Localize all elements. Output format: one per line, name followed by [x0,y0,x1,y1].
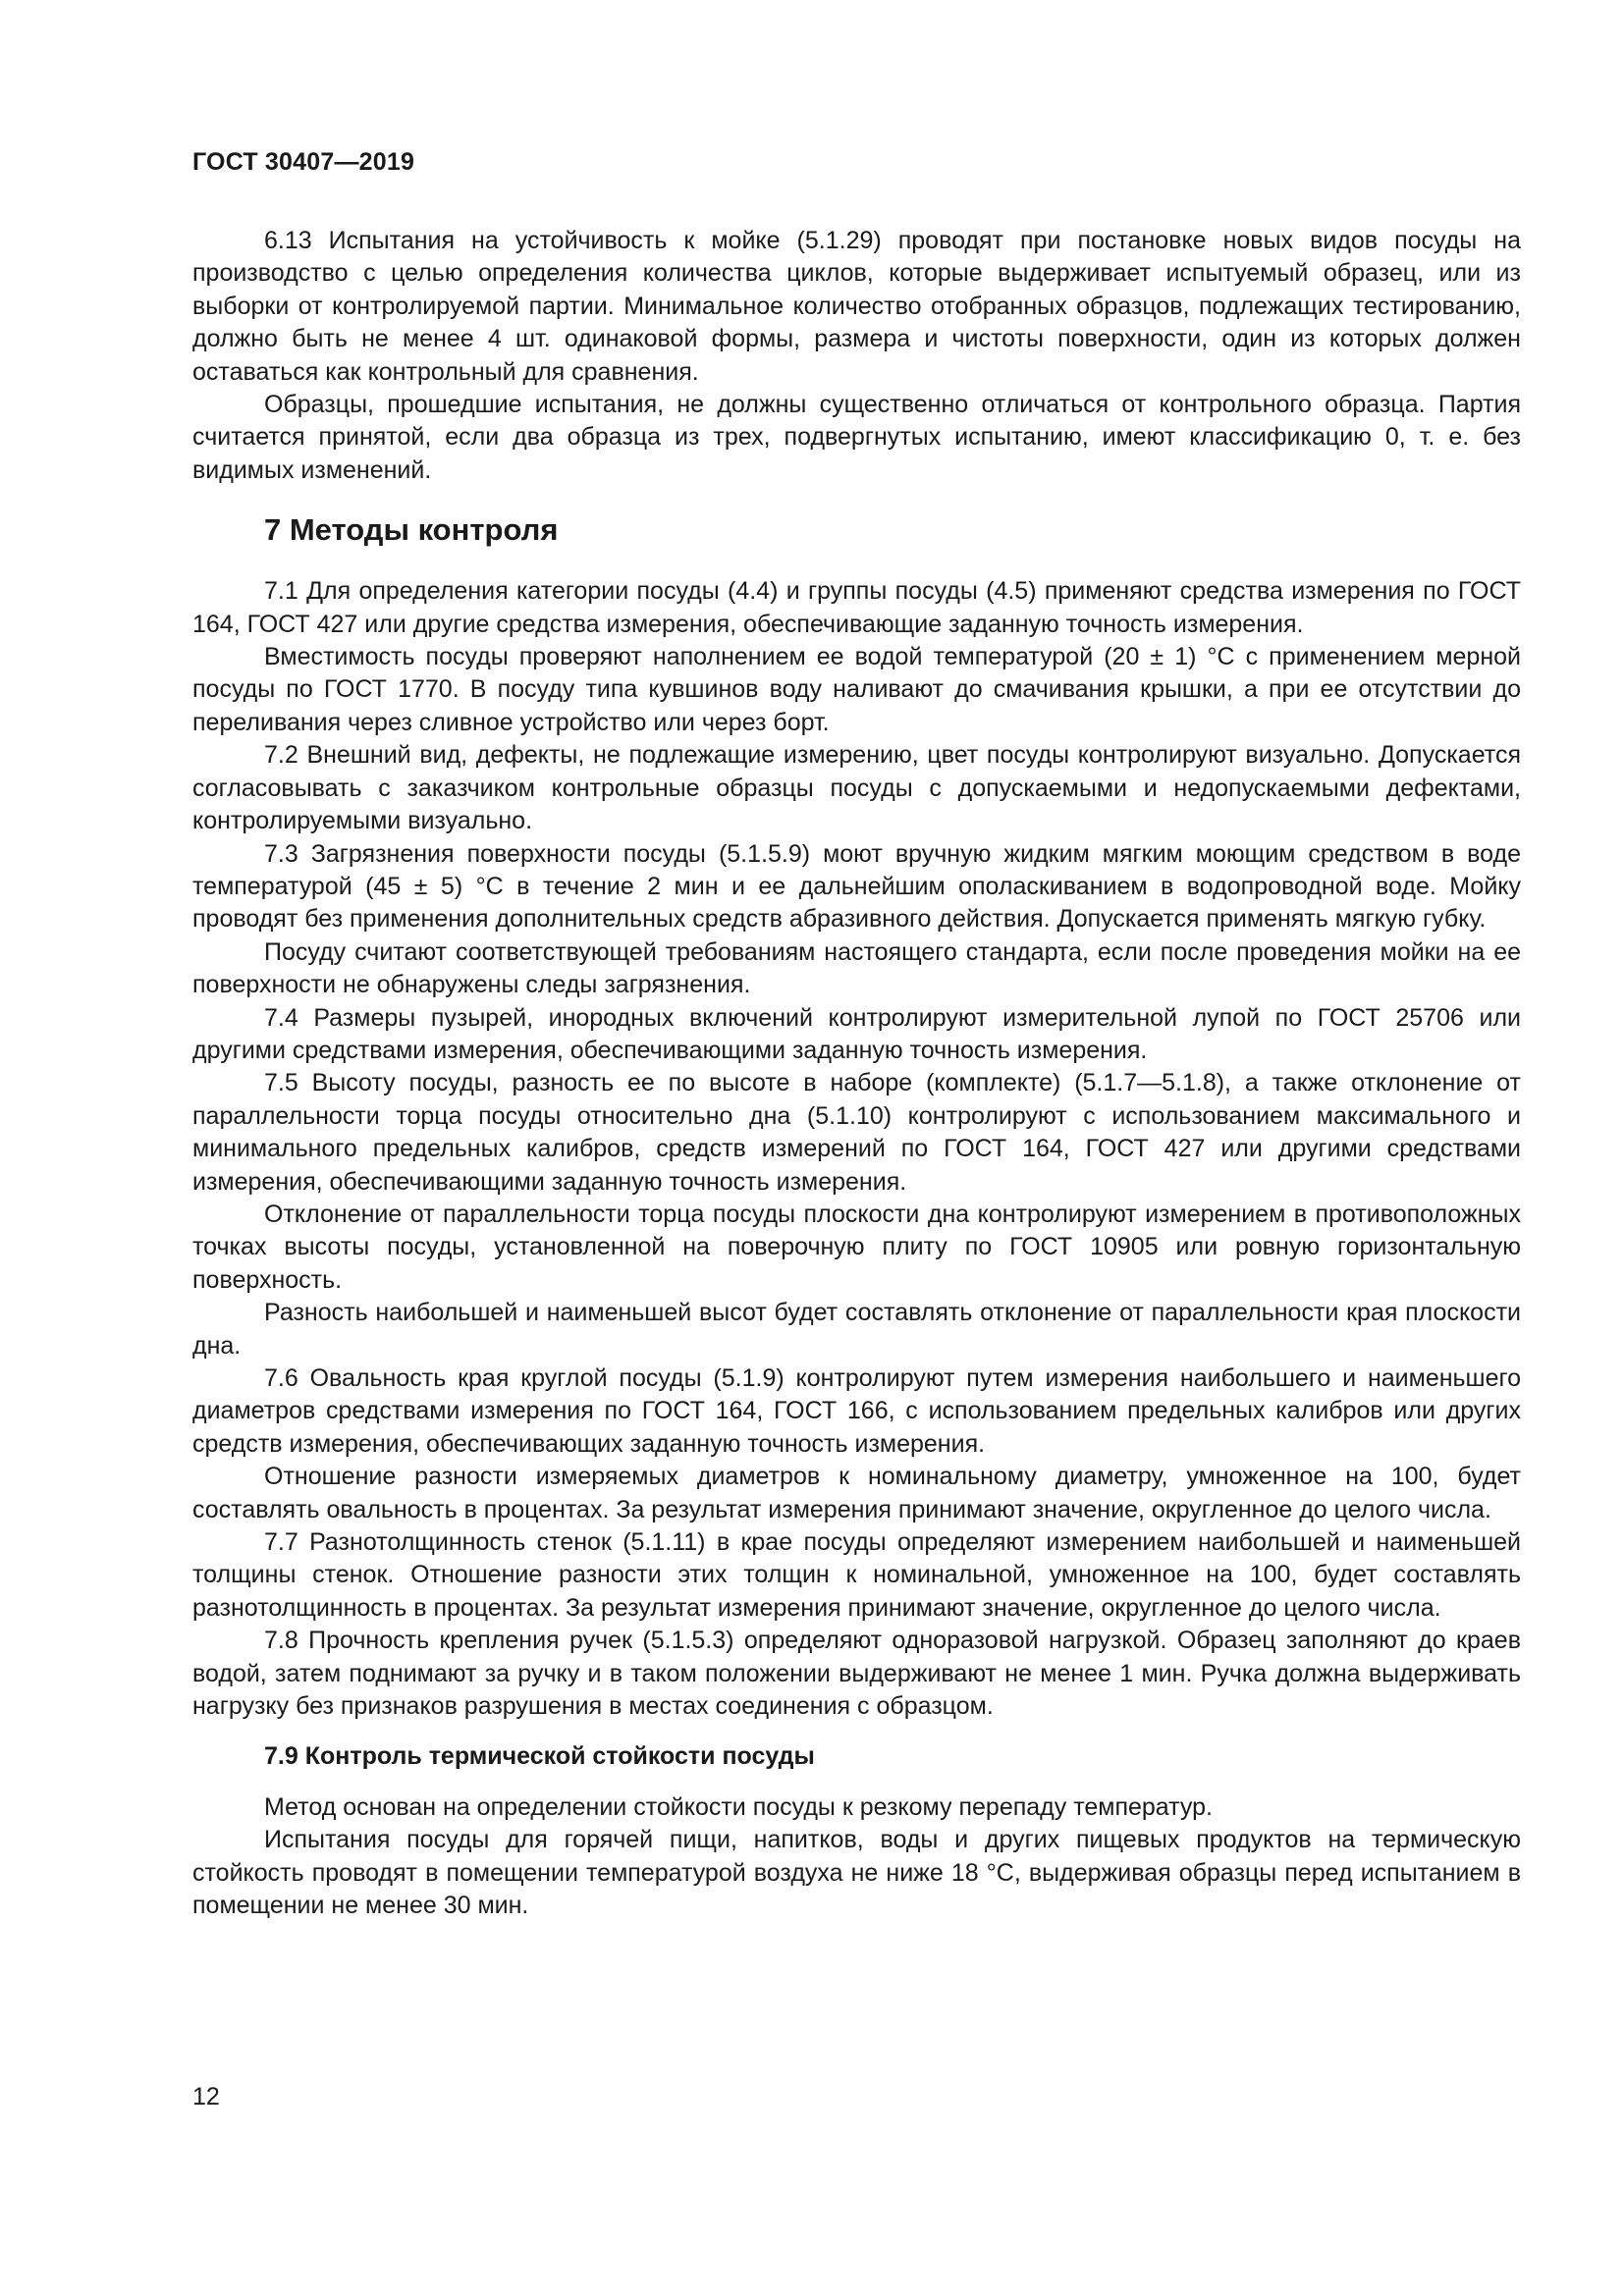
paragraph-7-4: 7.4 Размеры пузырей, инородных включений контролируют измерительной лупой по ГОСТ 25706 или другими средствами измерения, обеспечивающими заданную точность измерения. [192,1003,1521,1064]
paragraph-7-6: 7.6 Овальность края круглой посуды (5.1.9) контролируют путем измерения наибольшего и наименьшего диаметров средствами измерения по ГОСТ 164, ГОСТ 166, с использованием предельных калибров или других средств измерения, обеспечивающих заданную точность измерения. [192,1364,1521,1458]
paragraph-7-9-method: Метод основан на определении стойкости посуды к резкому перепаду температур. [264,1792,1213,1821]
subsection-heading-7-9: 7.9 Контроль термической стойкости посуды [264,1742,815,1771]
paragraph-7-3: 7.3 Загрязнения поверхности посуды (5.1.5.9) моют вручную жидким мягким моющим средством в воде температурой (45 ± 5) °С в течение 2 мин и ее дальнейшим ополаскиванием в водопроводной воде. Мойку проводят без применения дополнительных средств абразивного действия. Допускается применять мягкую губку. [192,839,1521,934]
section-heading-7: 7 Методы контроля [264,512,559,548]
paragraph-7-5-difference: Разность наибольшей и наименьшей высот будет составлять отклонение от параллельности края плоскости дна. [192,1299,1521,1360]
paragraph-7-2: 7.2 Внешний вид, дефекты, не подлежащие измерению, цвет посуды контролируют визуально. Допускается согласовывать с заказчиком контрольные образцы посуды с допускаемыми и недопускаемыми дефектами, контролируемыми визуально. [192,741,1521,835]
paragraph-7-6-ratio: Отношение разности измеряемых диаметров к номинальному диаметру, умноженное на 100, будет составлять овальность в процентах. За результат измерения принимают значение, округленное до целого числа. [192,1463,1521,1523]
paragraph-7-3-result: Посуду считают соответствующей требованиям настоящего стандарта, если после проведения мойки на ее поверхности не обнаружены следы загрязнения. [192,937,1521,999]
page-number: 12 [192,2083,220,2110]
paragraph-6-13-result: Образцы, прошедшие испытания, не должны существенно отличаться от контрольного образца. Партия считается принятой, если два образца из трех, подвергнутых испытанию, имеют классификацию 0, т. е. без видимых изменений. [192,391,1521,484]
paragraph-7-9-conditions: Испытания посуды для горячей пищи, напитков, воды и других пищевых продуктов на термическую стойкость проводят в помещении температурой воздуха не ниже 18 °С, выдерживая образцы перед испытанием в помещении не менее 30 мин. [192,1826,1521,1920]
paragraph-7-5: 7.5 Высоту посуды, разность ее по высоте в наборе (комплекте) (5.1.7—5.1.8), а также отклонение от параллельности торца посуды относительно дна (5.1.10) контролируют с использованием максимального и минимального предельных калибров, средств измерений по ГОСТ 164, ГОСТ 427 или другими средствами измерения, обеспечивающими заданную точность измерения. [192,1069,1521,1196]
paragraph-7-8: 7.8 Прочность крепления ручек (5.1.5.3) определяют одноразовой нагрузкой. Образец заполняют до краев водой, затем поднимают за ручку и в таком положении выдерживают не менее 1 мин. Ручка должна выдерживать нагрузку без признаков разрушения в местах соединения с образцом. [192,1627,1521,1721]
paragraph-7-1-capacity: Вместимость посуды проверяют наполнением ее водой температурой (20 ± 1) °С с применением мерной посуды по ГОСТ 1770. В посуду типа кувшинов воду наливают до смачивания крышки, а при ее отсутствии до переливания через сливное устройство или через борт. [192,643,1521,736]
paragraph-7-5-deviation: Отклонение от параллельности торца посуды плоскости дна контролируют измерением в противоположных точках высоты посуды, установленной на поверочную плиту по ГОСТ 10905 или ровную горизонтальную поверхность. [192,1200,1521,1294]
document-header: ГОСТ 30407—2019 [192,148,415,176]
paragraph-6-13: 6.13 Испытания на устойчивость к мойке (5.1.29) проводят при постановке новых видов посуды на производство с целью определения количества циклов, которые выдерживает испытуемый образец, или из выборки от контролируемой партии. Минимальное количество отобранных образцов, подлежащих тестированию, должно быть не менее 4 шт. одинаковой формы, размера и чистоты поверхности, один из которых должен оставаться как контрольный для сравнения. [192,227,1521,386]
paragraph-7-1: 7.1 Для определения категории посуды (4.4) и группы посуды (4.5) применяют средства измерения по ГОСТ 164, ГОСТ 427 или другие средства измерения, обеспечивающие заданную точность измерения. [192,577,1521,638]
document-body [192,225,1521,1923]
paragraph-7-7: 7.7 Разнотолщинность стенок (5.1.11) в крае посуды определяют измерением наибольшей и наименьшей толщины стенок. Отношение разности этих толщин к номинальной, умноженное на 100, будет составлять разнотолщинность в процентах. За результат измерения принимают значение, округленное до целого числа. [192,1528,1521,1622]
